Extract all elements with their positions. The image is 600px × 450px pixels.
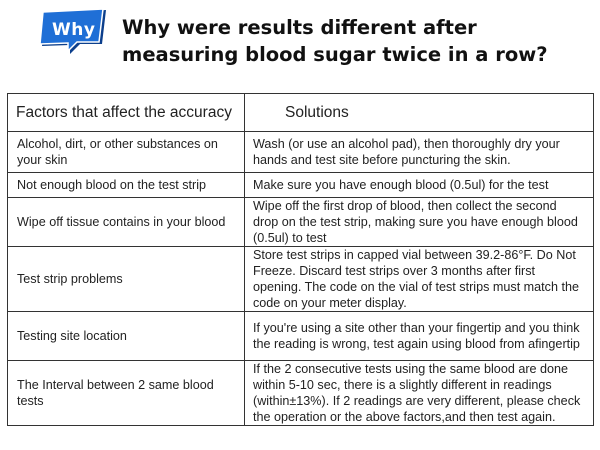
- solution-cell: Wipe off the first drop of blood, then collect the second drop on the test strip, making sure you have enough blood (0.5ul) to test: [245, 198, 594, 247]
- column-header-solutions: Solutions: [245, 94, 594, 132]
- solution-cell: If you're using a site other than your fingertip and you think the reading is wrong, test again using blood from afingertip: [245, 312, 594, 361]
- solution-cell: If the 2 consecutive tests using the same blood are done within 5-10 sec, there is a slightly different in readings (within±13%). If 2 readings are very different, please check the operation or the above factors,and then test again.: [245, 361, 594, 426]
- factor-cell: The Interval between 2 same blood tests: [8, 361, 245, 426]
- why-badge-label: Why: [52, 20, 96, 40]
- factor-cell: Wipe off tissue contains in your blood: [8, 198, 245, 247]
- table-row: [8, 132, 594, 173]
- factor-cell: Testing site location: [8, 312, 245, 361]
- table-row: [8, 361, 594, 426]
- solution-cell: Wash (or use an alcohol pad), then thoroughly dry your hands and test site before puncturing the skin.: [245, 132, 594, 173]
- table-header-row: [8, 94, 594, 132]
- table-row: [8, 173, 594, 198]
- header: [0, 0, 600, 80]
- column-header-factors: Factors that affect the accuracy: [8, 94, 245, 132]
- table-row: [8, 312, 594, 361]
- accuracy-table: [7, 93, 593, 426]
- factor-cell: Test strip problems: [8, 247, 245, 312]
- factor-cell: Alcohol, dirt, or other substances on your skin: [8, 132, 245, 173]
- solution-cell: Store test strips in capped vial between 39.2-86°F. Do Not Freeze. Discard test strips over 3 months after first opening. The code on the vial of test strips must match the code on your meter display.: [245, 247, 594, 312]
- why-badge: [40, 8, 112, 56]
- table-row: [8, 198, 594, 247]
- solution-cell: Make sure you have enough blood (0.5ul) for the test: [245, 173, 594, 198]
- page-title: Why were results different after measuring blood sugar twice in a row?: [122, 16, 548, 66]
- table-row: [8, 247, 594, 312]
- factor-cell: Not enough blood on the test strip: [8, 173, 245, 198]
